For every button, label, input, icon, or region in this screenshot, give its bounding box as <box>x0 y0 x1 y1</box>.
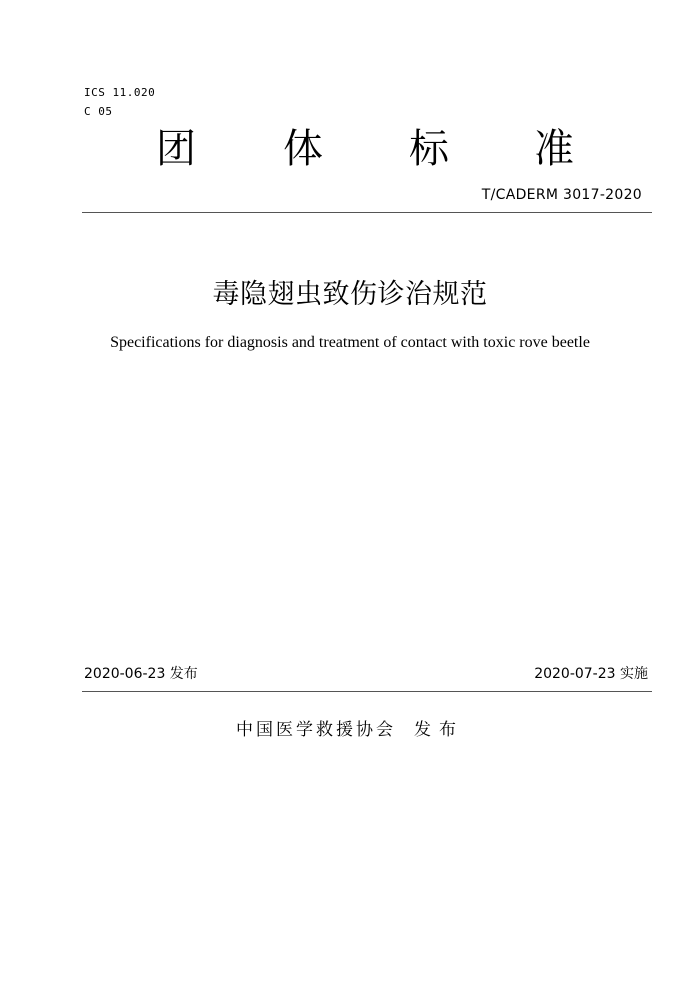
standard-type-char-2: 体 <box>283 126 323 172</box>
title-english: Specifications for diagnosis and treatment of contact with toxic rove beetle <box>110 334 590 351</box>
ccs-code: C 05 <box>84 105 113 118</box>
publisher-organization: 中国医学救援协会 <box>236 720 396 740</box>
publisher-action: 发布 <box>414 720 464 740</box>
publisher-line <box>0 718 700 742</box>
standard-type-char-1: 团 <box>156 126 196 172</box>
title-chinese: 毒隐翅虫致伤诊治规范 <box>212 279 488 310</box>
top-divider <box>82 212 652 213</box>
bottom-divider <box>82 691 652 692</box>
ics-code: ICS 11.020 <box>84 86 156 99</box>
implementation-date: 2020-07-23 实施 <box>534 666 648 682</box>
standard-type-char-4: 准 <box>534 126 574 172</box>
issue-date: 2020-06-23 发布 <box>84 666 198 682</box>
standard-type-char-3: 标 <box>409 126 449 172</box>
standard-number: T/CADERM 3017-2020 <box>481 187 642 203</box>
